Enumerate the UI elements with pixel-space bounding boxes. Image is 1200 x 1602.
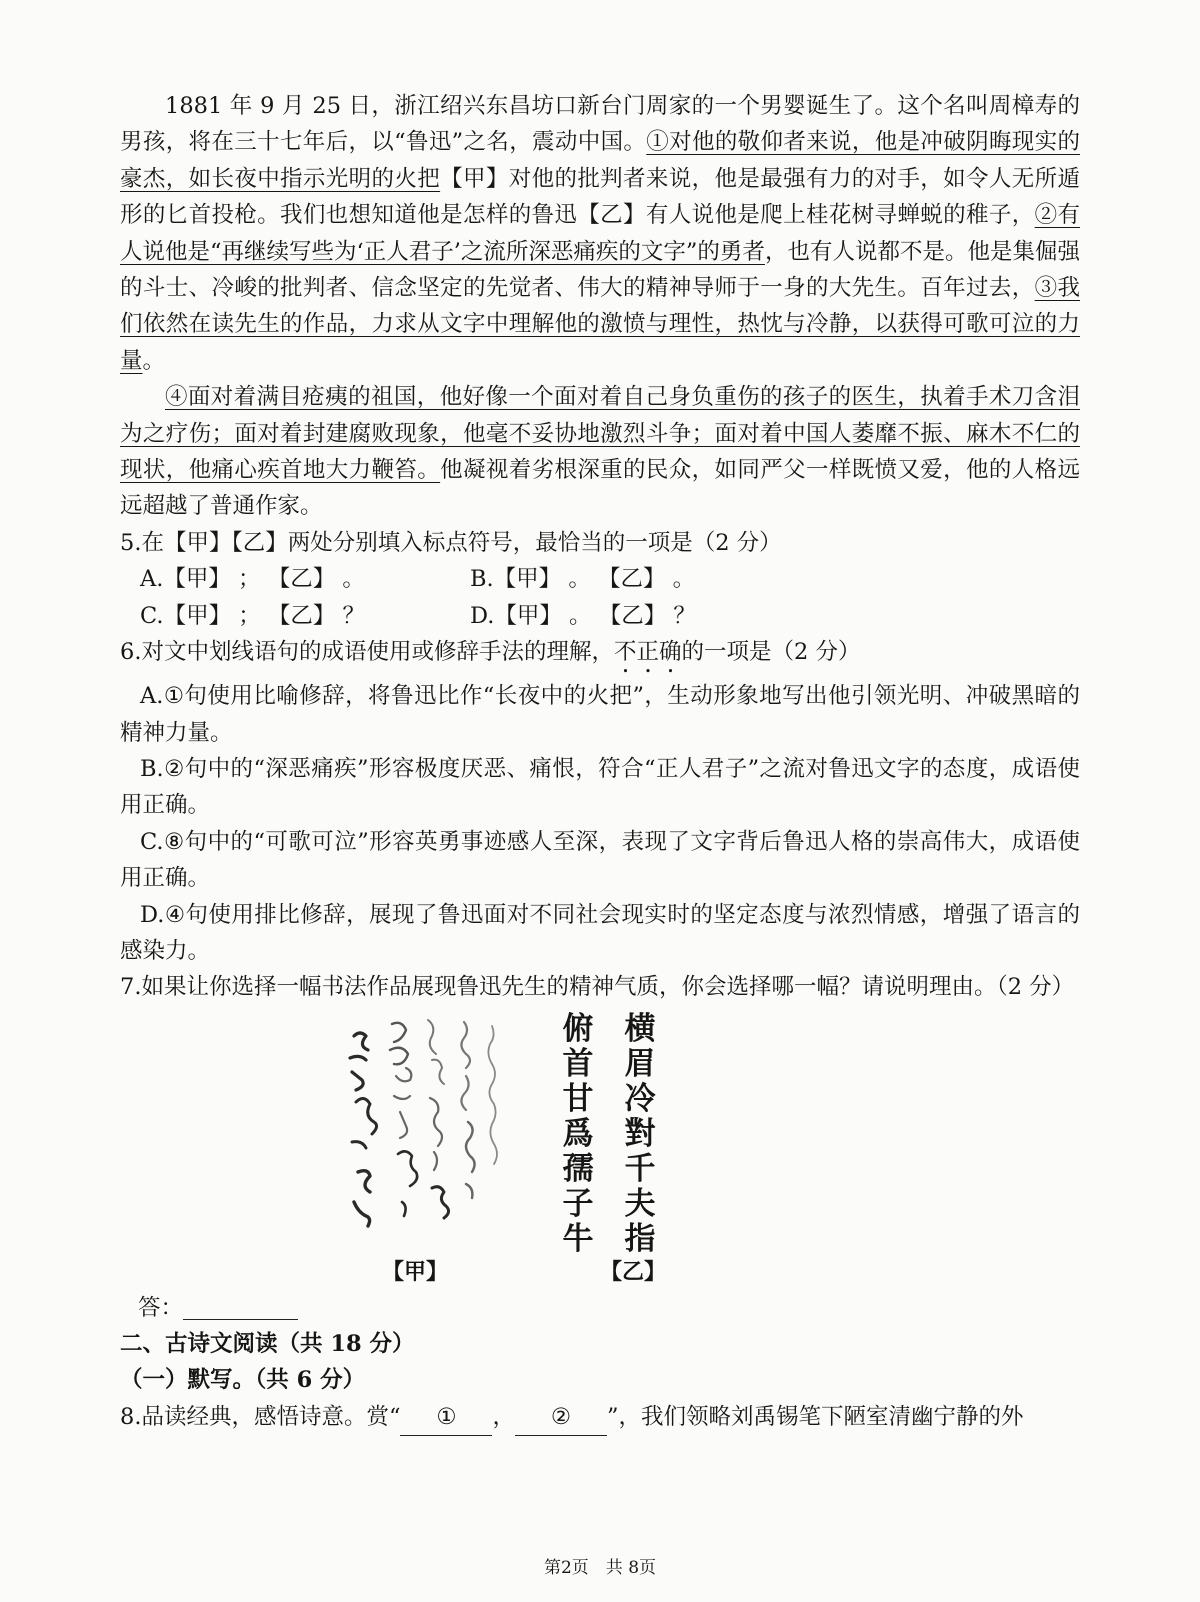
couplet-right-column bbox=[620, 1012, 660, 1257]
question-8-sep: ， bbox=[492, 1403, 515, 1430]
option-c: C.【甲】 ； 【乙】 ？ bbox=[140, 602, 366, 629]
question-7-stem: 7.如果让你选择一幅书法作品展现鲁迅先生的精神气质，你会选择哪一幅？请说明理由。（2 分） bbox=[120, 974, 1075, 1001]
couplet-character: 指 bbox=[624, 1220, 656, 1257]
passage-text: 有人说他是爬上桂花树寻蝉蜕的稚子， bbox=[645, 202, 1035, 229]
couplet-character: 孺 bbox=[562, 1150, 594, 1187]
caption-jia: 【甲】 bbox=[382, 1258, 449, 1285]
couplet-character: 俯 bbox=[562, 1010, 594, 1047]
question-5-options-row-2 bbox=[120, 598, 1080, 634]
option-b: B.【甲】 。 【乙】 。 bbox=[470, 566, 696, 593]
question-6-stem-post: 的一项是（2 分） bbox=[681, 639, 861, 666]
couplet-character: 甘 bbox=[562, 1080, 594, 1117]
option-d: D.【甲】 。 【乙】 ？ bbox=[470, 602, 696, 629]
question-8 bbox=[120, 1399, 1080, 1436]
question-5-options-row-1 bbox=[120, 561, 1080, 597]
couplet-character: 牛 bbox=[562, 1220, 594, 1257]
couplet-left-column bbox=[558, 1012, 598, 1257]
question-6-option-d: D.④句使用排比修辞，展现了鲁迅面对不同社会现实时的坚定态度与浓烈情感，增强了语言的感染力。 bbox=[120, 901, 1080, 964]
passage-text: 。 bbox=[142, 347, 166, 374]
answer-label: 答： bbox=[138, 1294, 184, 1321]
couplet-character: 冷 bbox=[624, 1080, 656, 1117]
couplet-character: 首 bbox=[562, 1045, 594, 1082]
couplet-character: 横 bbox=[624, 1010, 656, 1047]
passage-text: ，也有人说都不是。他是集倔强的斗士、冷峻的批判者、信念坚定的先觉者、伟大的精神导师于一身的大先生。百年过去， bbox=[120, 238, 1080, 302]
question-8-post: ”，我们领略刘禹锡笔下陋室清幽宁静的外 bbox=[607, 1403, 1024, 1430]
exam-page bbox=[120, 88, 1080, 1436]
caption-yi: 【乙】 bbox=[600, 1258, 667, 1285]
blank-yi: 【乙】 bbox=[577, 202, 646, 229]
question-6-stem bbox=[120, 634, 1080, 678]
emphasized-word: 不正确 bbox=[613, 639, 682, 666]
fill-blank-2[interactable]: ② bbox=[515, 1399, 607, 1436]
couplet-character: 夫 bbox=[624, 1185, 656, 1222]
question-6-option-a: A.①句使用比喻修辞，将鲁迅比作“长夜中的火把”，生动形象地写出他引领光明、冲破黑暗的精神力量。 bbox=[120, 683, 1080, 746]
passage-paragraph-2 bbox=[120, 379, 1080, 525]
option-a: A.【甲】 ； 【乙】 。 bbox=[140, 566, 365, 593]
page-footer: 第2页 共 8页 bbox=[543, 1558, 657, 1578]
couplet-character: 千 bbox=[624, 1150, 656, 1187]
blank-jia: 【甲】 bbox=[440, 165, 509, 192]
question-8-pre: 8.品读经典，感悟诗意。赏“ bbox=[120, 1403, 401, 1430]
passage-text: 1881 年 9 月 25 日，浙江绍兴东昌坊口新台门周家的一个男婴诞生了。这个名叫周樟寿的男孩，将在三十七年后，以“鲁迅”之名，震动中国。 bbox=[120, 93, 1080, 156]
answer-line bbox=[120, 1290, 1080, 1326]
passage-paragraph-1 bbox=[120, 88, 1080, 379]
regular-script-couplet bbox=[550, 1010, 690, 1257]
couplet-character: 眉 bbox=[624, 1045, 656, 1082]
couplet-character: 對 bbox=[624, 1115, 656, 1152]
answer-blank[interactable] bbox=[183, 1297, 298, 1320]
underlined-sentence-4: ④面对着满目疮痍的祖国，他好像一个面对着自己身负重伤的孩子的医生，执着手术刀含泪为之疗伤；面对着封建腐败现象，他毫不妥协地激烈斗争；面对着中国人萎靡不振、麻木不仁的现状，他痛心疾首地大力鞭笞。 bbox=[120, 384, 1080, 484]
question-6-option-b: B.②句中的“深恶痛疾”形容极度厌恶、痛恨，符合“正人君子”之流对鲁迅文字的态度，成语使用正确。 bbox=[120, 755, 1080, 819]
section-2-subtitle: （一）默写。（共 6 分） bbox=[120, 1367, 366, 1394]
section-2-title: 二、古诗文阅读（共 18 分） bbox=[120, 1330, 415, 1357]
calligraphy-figures bbox=[120, 1012, 1080, 1290]
cursive-calligraphy-image bbox=[340, 1012, 510, 1242]
underlined-sentence-1: ①对他的敬仰者来说，他是冲破阴晦现实的豪杰，如长夜中指示光明的火把 bbox=[120, 129, 1080, 192]
couplet-character: 子 bbox=[562, 1185, 594, 1222]
couplet-character: 爲 bbox=[562, 1115, 594, 1152]
passage-text: 对他的批判者来说，他是最强有力的对手，如令人无所遁形的匕首投枪。我们也想知道他是怎样的鲁迅 bbox=[120, 165, 1080, 229]
fill-blank-1[interactable]: ① bbox=[400, 1399, 492, 1436]
underlined-sentence-3: ③我们依然在读先生的作品，力求从文字中理解他的激愤与理性，热忱与冷静，以获得可歌可泣的力量 bbox=[120, 275, 1080, 374]
question-6-option-c: C.⑧句中的“可歌可泣”形容英勇事迹感人至深，表现了文字背后鲁迅人格的崇高伟大，成语使用正确。 bbox=[120, 828, 1080, 892]
passage-text: 他凝视着劣根深重的民众，如同严父一样既愤又爱，他的人格远远超越了普通作家。 bbox=[120, 457, 1080, 520]
question-5-stem: 5.在【甲】【乙】两处分别填入标点符号，最恰当的一项是（2 分） bbox=[120, 529, 782, 556]
underlined-sentence-2: ②有人说他是“再继续写些为‘正人君子’之流所深恶痛疾的文字”的勇者 bbox=[120, 202, 1080, 265]
question-6-stem-pre: 6.对文中划线语句的成语使用或修辞手法的理解， bbox=[120, 639, 614, 666]
